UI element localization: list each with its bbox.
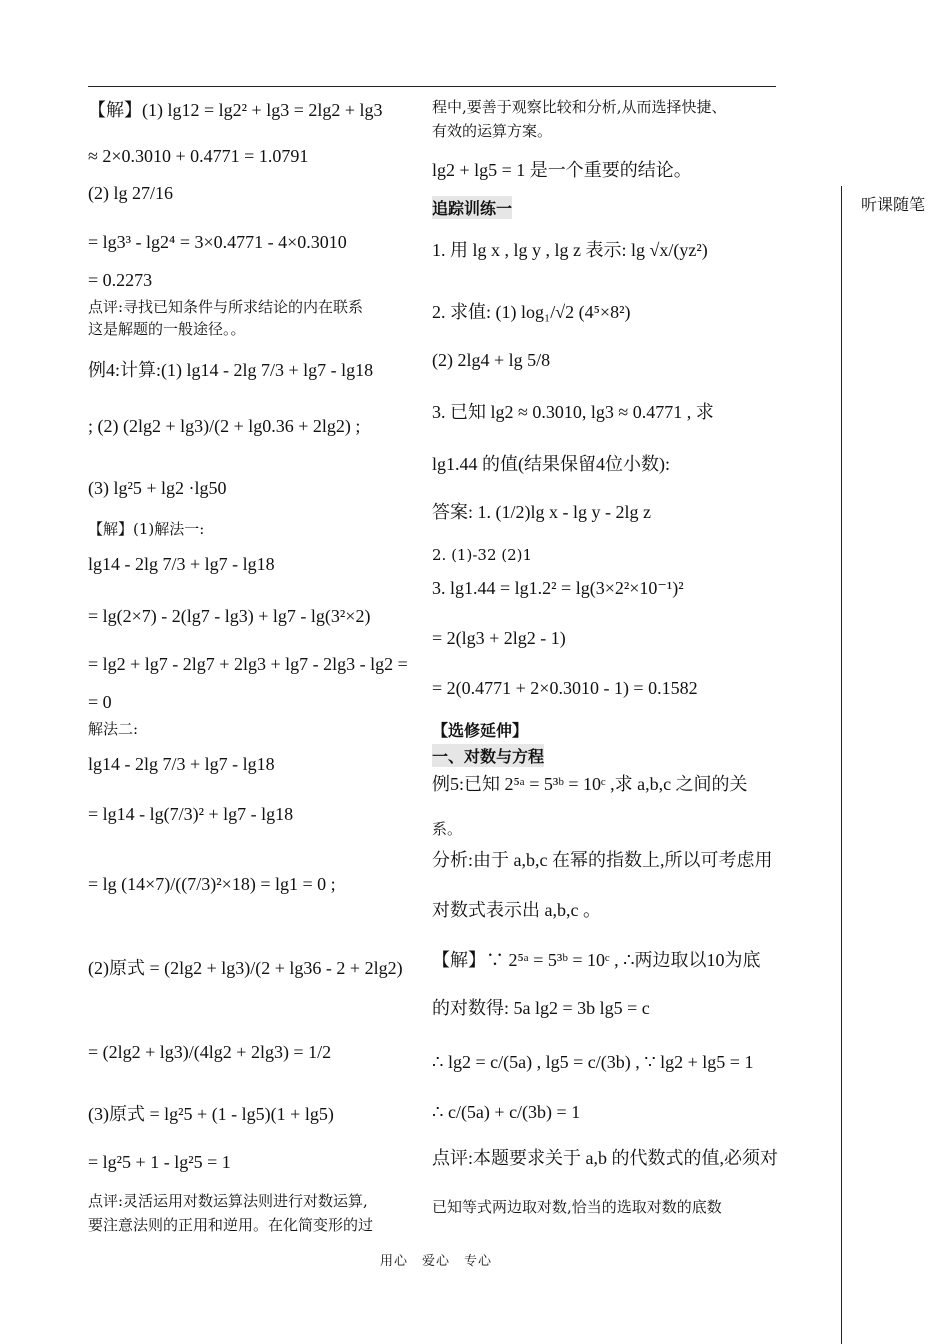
right-line: = 2(lg3 + 2lg2 - 1): [432, 628, 566, 648]
right-line: 有效的运算方案。: [432, 122, 553, 140]
right-line: 系。: [432, 820, 463, 838]
page-footer: 用心 爱心 专心: [380, 1254, 493, 1269]
left-line: 点评:寻找已知条件与所求结论的内在联系: [88, 298, 364, 316]
right-line: 【选修延伸】: [432, 721, 529, 740]
right-line: 一、对数与方程: [432, 744, 544, 767]
left-line: 点评:灵活运用对数运算法则进行对数运算,: [88, 1192, 368, 1210]
right-line: 例5:已知 2⁵ᵃ = 5³ᵇ = 10ᶜ ,求 a,b,c 之间的关: [432, 774, 748, 794]
right-line: 的对数得: 5a lg2 = 3b lg5 = c: [432, 998, 650, 1018]
left-line: 这是解题的一般途径。。: [88, 320, 246, 338]
left-line: (2) lg 27/16: [88, 183, 173, 203]
left-line: ; (2) (2lg2 + lg3)/(2 + lg0.36 + 2lg2) ;: [88, 416, 361, 436]
left-line: = lg2 + lg7 - 2lg7 + 2lg3 + lg7 - 2lg3 - lg2 =: [88, 654, 408, 674]
left-line: (3)原式 = lg²5 + (1 - lg5)(1 + lg5): [88, 1104, 334, 1124]
left-line: = lg²5 + 1 - lg²5 = 1: [88, 1152, 231, 1172]
right-line: lg2 + lg5 = 1 是一个重要的结论。: [432, 160, 692, 180]
right-line: 3. lg1.44 = lg1.2² = lg(3×2²×10⁻¹)²: [432, 578, 684, 598]
left-line: 【解】(1) lg12 = lg2² + lg3 = 2lg2 + lg3: [88, 100, 383, 120]
left-line: lg14 - 2lg 7/3 + lg7 - lg18: [88, 754, 275, 774]
left-line: (2)原式 = (2lg2 + lg3)/(2 + lg36 - 2 + 2lg2): [88, 958, 403, 978]
right-line: 对数式表示出 a,b,c 。: [432, 900, 601, 920]
left-line: 要注意法则的正用和逆用。在化简变形的过: [88, 1216, 374, 1234]
left-line: ≈ 2×0.3010 + 0.4771 = 1.0791: [88, 146, 309, 166]
left-line: = lg3³ - lg2⁴ = 3×0.4771 - 4×0.3010: [88, 232, 347, 252]
right-line: 1. 用 lg x , lg y , lg z 表示: lg √x/(yz²): [432, 240, 708, 260]
right-line: ∴ c/(5a) + c/(3b) = 1: [432, 1102, 581, 1122]
right-line: 追踪训练一: [432, 196, 512, 219]
left-line: = lg (14×7)/((7/3)²×18) = lg1 = 0 ;: [88, 874, 336, 894]
left-line: = 0.2273: [88, 270, 153, 290]
margin-rule: [841, 186, 842, 1344]
left-line: = lg14 - lg(7/3)² + lg7 - lg18: [88, 804, 294, 824]
right-line: = 2(0.4771 + 2×0.3010 - 1) = 0.1582: [432, 678, 698, 698]
right-line: 答案: 1. (1/2)lg x - lg y - 2lg z: [432, 502, 651, 522]
right-line: (2) 2lg4 + lg 5/8: [432, 350, 551, 370]
right-line: 【解】∵ 2⁵ᵃ = 5³ᵇ = 10ᶜ , ∴两边取以10为底: [432, 950, 761, 970]
left-line: 解法二:: [88, 720, 139, 738]
top-rule: [88, 86, 776, 87]
right-line: 已知等式两边取对数,恰当的选取对数的底数: [432, 1198, 722, 1216]
left-line: 例4:计算:(1) lg14 - 2lg 7/3 + lg7 - lg18: [88, 360, 374, 380]
left-line: = lg(2×7) - 2(lg7 - lg3) + lg7 - lg(3²×2): [88, 606, 371, 626]
right-line: 分析:由于 a,b,c 在幂的指数上,所以可考虑用: [432, 850, 773, 870]
right-line: ∴ lg2 = c/(5a) , lg5 = c/(3b) , ∵ lg2 + lg5 = 1: [432, 1052, 754, 1072]
left-line: 【解】(1)解法一:: [88, 520, 205, 538]
left-line: = (2lg2 + lg3)/(4lg2 + 2lg3) = 1/2: [88, 1042, 332, 1062]
left-line: (3) lg²5 + lg2 ·lg50: [88, 478, 227, 498]
left-line: = 0: [88, 692, 112, 712]
left-line: lg14 - 2lg 7/3 + lg7 - lg18: [88, 554, 275, 574]
right-line: 2. 求值: (1) log₁/√2 (4⁵×8²): [432, 302, 631, 322]
right-line: lg1.44 的值(结果保留4位小数):: [432, 454, 670, 474]
right-line: 点评:本题要求关于 a,b 的代数式的值,必须对: [432, 1148, 778, 1168]
right-line: 2. (1)-32 (2)1: [432, 546, 533, 564]
right-line: 3. 已知 lg2 ≈ 0.3010, lg3 ≈ 0.4771 , 求: [432, 402, 714, 422]
right-line: 程中,要善于观察比较和分析,从而选择快捷、: [432, 98, 727, 116]
side-note: 听课随笔: [861, 195, 926, 214]
